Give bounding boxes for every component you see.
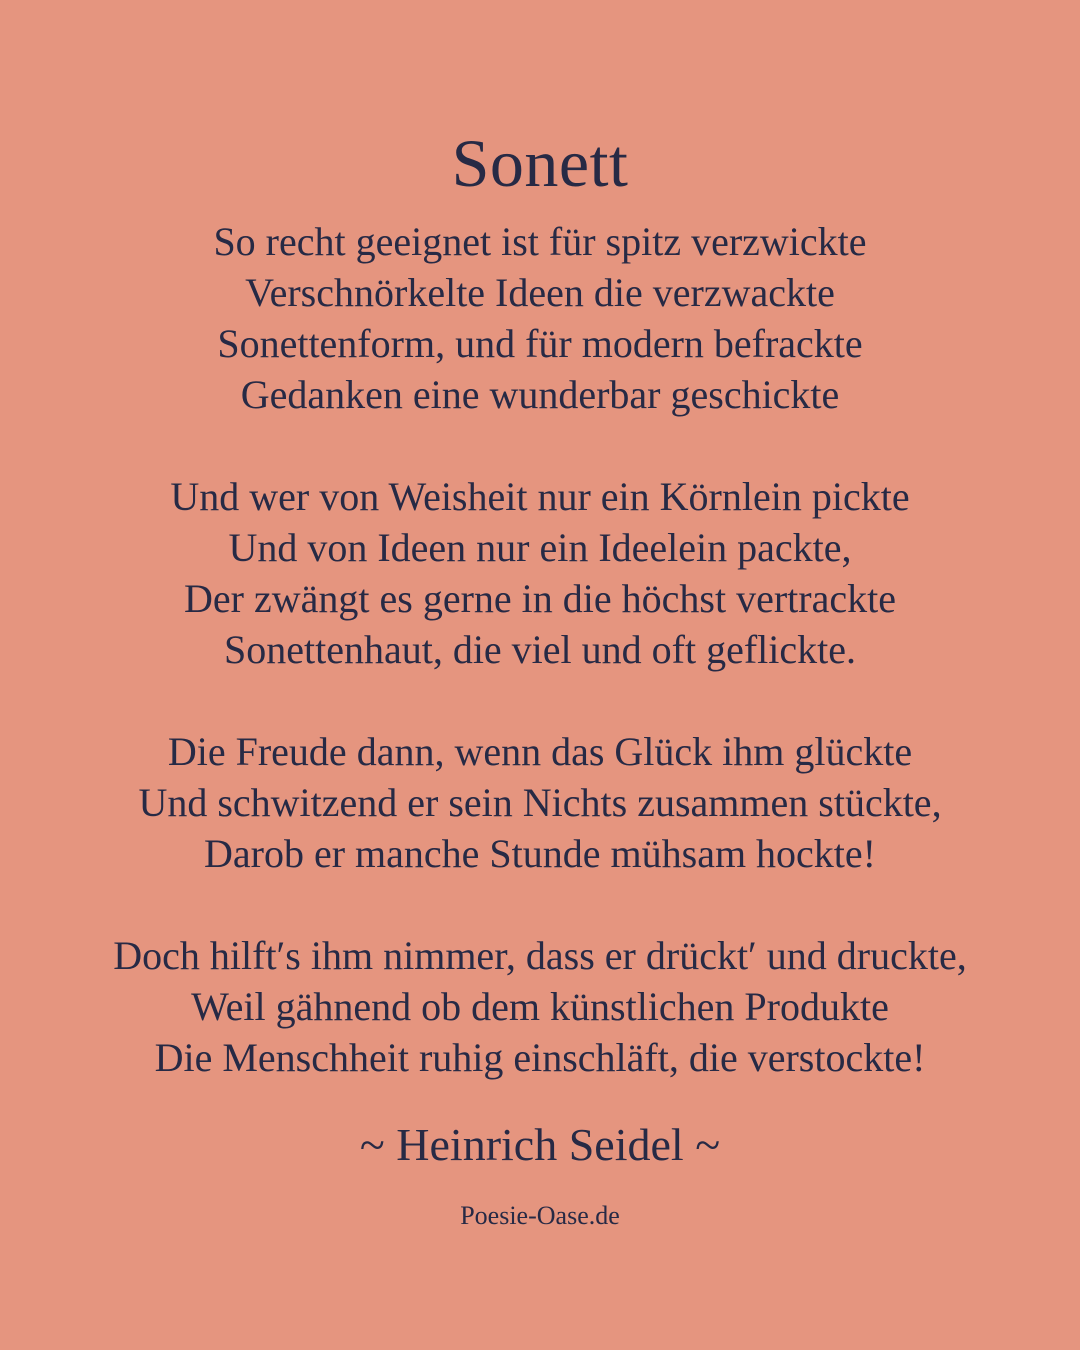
poem-line: So recht geeignet ist für spitz verzwickte bbox=[213, 219, 867, 264]
site-credit: Poesie-Oase.de bbox=[460, 1201, 620, 1230]
poem-line: Sonettenhaut, die viel und oft geflickte. bbox=[223, 627, 857, 672]
stanza-4 bbox=[0, 930, 1080, 1083]
stanza-2 bbox=[0, 471, 1080, 675]
poem-line: Doch hilft′s ihm nimmer, dass er drückt′ und druckte, bbox=[113, 933, 967, 978]
stanza-1 bbox=[0, 216, 1080, 420]
stanza-3 bbox=[0, 726, 1080, 879]
poem-line: Verschnörkelte Ideen die verzwackte bbox=[245, 270, 835, 315]
poem-line: Und von Ideen nur ein Ideelein packte, bbox=[228, 525, 852, 570]
poem-line: Darob er manche Stunde mühsam hockte! bbox=[203, 831, 876, 876]
poem-line: Die Menschheit ruhig einschläft, die verstockte! bbox=[154, 1035, 926, 1080]
poem-line: Gedanken eine wunderbar geschickte bbox=[240, 372, 840, 417]
poem-title: Sonett bbox=[451, 125, 629, 201]
poem-line: Und schwitzend er sein Nichts zusammen stückte, bbox=[138, 780, 942, 825]
poem-author: ~ Heinrich Seidel ~ bbox=[359, 1119, 721, 1170]
poem-line: Der zwängt es gerne in die höchst vertrackte bbox=[184, 576, 896, 621]
poem-line: Und wer von Weisheit nur ein Körnlein pickte bbox=[170, 474, 910, 519]
poem-line: Die Freude dann, wenn das Glück ihm glückte bbox=[167, 729, 913, 774]
poem-line: Sonettenform, und für modern befrackte bbox=[217, 321, 863, 366]
poem-line: Weil gähnend ob dem künstlichen Produkte bbox=[191, 984, 889, 1029]
poem-body bbox=[0, 216, 1080, 1134]
